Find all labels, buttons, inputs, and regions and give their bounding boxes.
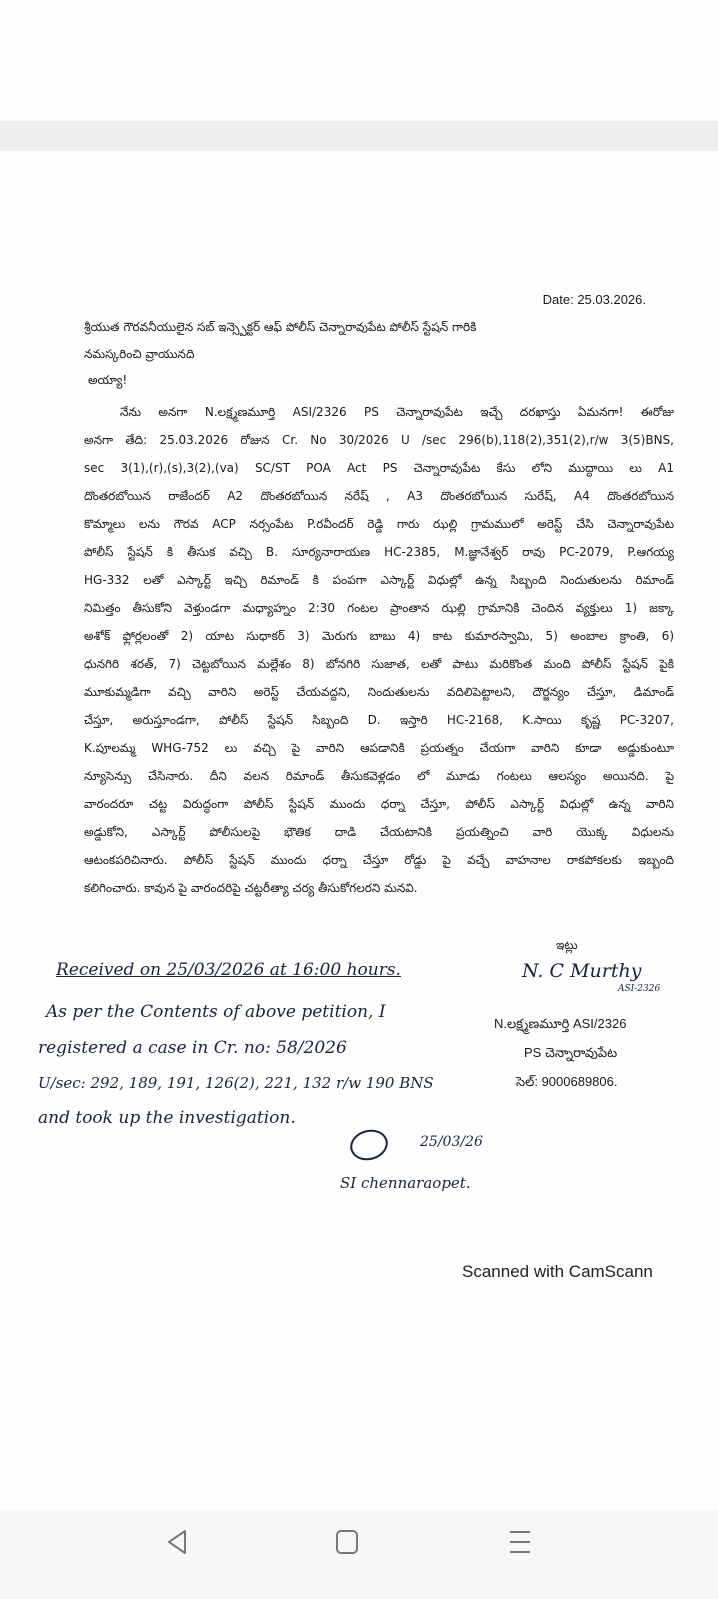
closing: ఇట్లు <box>556 938 578 952</box>
endorsement-line: and took up the investigation. <box>38 1108 296 1128</box>
body-line: చేస్తూ, అరుస్తూండగా, పోలీస్ స్టేషన్ సిబ్బంది D. ఇస్తారి HC-2168, K.సాయి కృష్ణ PC-3207, <box>84 713 674 727</box>
viewer-top-band <box>0 121 718 151</box>
endorsement-received: Received on 25/03/2026 at 16:00 hours. <box>56 960 401 980</box>
endorsement-line: As per the Contents of above petition, I <box>46 1002 386 1022</box>
body-line: నేను అనగా N.లక్ష్మణమూర్తి ASI/2326 PS చెన్నారావుపేట ఇచ్చే దరఖాస్తు ఏమనగా! ఈరోజు <box>120 405 674 419</box>
menu-lines-icon <box>508 1529 532 1555</box>
salutation-to: శ్రీయుత గౌరవనీయులైన సబ్ ఇన్స్పెక్టర్ ఆఫ్ పోలీస్ చెన్నారావుపేట పోలీస్ స్టేషన్ గారికి <box>84 320 477 334</box>
back-triangle-icon <box>166 1529 188 1555</box>
endorsement-date: 25/03/26 <box>420 1134 483 1150</box>
endorsement-line: U/sec: 292, 189, 191, 126(2), 221, 132 r/w 190 BNS <box>38 1074 434 1092</box>
endorsement-officer: SI chennaraopet. <box>340 1174 471 1192</box>
body-line: అనగా తేది: 25.03.2026 రోజున Cr. No 30/2026 U /sec 296(b),118(2),351(2),r/w 3(5)BNS, <box>84 433 674 447</box>
signature-rank: ASI-2326 <box>618 984 661 994</box>
body-line: HG-332 లతో ఎస్కార్ట్ ఇచ్చి రిమాండ్ కి పంపగా ఎస్కార్ట్ విధుల్లో ఉన్న సిబ్బంది నిందుతులను రిమాండ్ <box>84 573 674 587</box>
system-navigation-bar <box>0 1510 718 1599</box>
body-line: పోలీస్ స్టేషన్ కి తీసుక వచ్చి B. సూర్యనారాయణ HC-2385, M.జ్ఞానేశ్వర్ రావు PC-2079, P.ఆగయ్య <box>84 545 674 559</box>
body-line: ధునగిరి శరత్, 7) చెట్టబోయిన మల్లేశం 8) బోనగిరి సుజాత, లతో పాటు మరికొంత మంది పోలీస్ స్టేషన్ పైకి <box>84 657 674 671</box>
body-line: నిమిత్తం తీసుకోని వెళ్తుండగా మధ్యాహ్నం 2:30 గంటల ప్రాంతాన ఝల్లి గ్రామానికి చెందిన వ్యక్తులు 1) జక్కా <box>84 601 674 615</box>
body-line: అశోక్ ఫ్లోర్లలంతో 2) యాట సుధాకర్ 3) మెరుగు బాబు 4) కాట కుమారస్వామి, 5) అంబాల క్రాంతి, 6) <box>84 629 674 643</box>
petition-body <box>84 398 674 902</box>
body-line: ఆటంకపరిచినారు. పోలీస్ స్టేషన్ ముందు ధర్నా చేస్తూ రోడ్డు పై వచ్చే వాహనాల రాకపోకలకు ఇబ్బంది <box>84 853 674 867</box>
greeting: అయ్యా! <box>88 373 128 387</box>
recents-button[interactable] <box>500 1522 540 1562</box>
body-line: కలిగించారు. కావున పై వారందరిపై చట్టరీత్యా చర్య తీసుకోగలరని మనవి. <box>84 881 418 895</box>
signer-name: N.లక్ష్మణమూర్తి ASI/2326 <box>494 1016 627 1031</box>
body-line: K.పూలమ్మ WHG-752 లు వచ్చి పై వారిని ఆపడానికి ప్రయత్నం చేయగా వారిని కూడా అడ్డుకుంటూ <box>84 741 674 755</box>
body-line: దొంతరబోయిన రాజేందర్ A2 దొంతరబోయిన నరేష్ , A3 దొంతరబోయిన సురేష్, A4 దొంతరబోయిన <box>84 489 674 503</box>
body-line: వారందరూ చట్ట విరుద్ధంగా పోలీస్ స్టేషన్ ముందు ధర్నా చేస్తూ, పోలీస్ ఎస్కార్ట్ విధుల్లో ఉన్న వారిని <box>84 797 674 811</box>
home-square-icon <box>335 1529 359 1555</box>
endorsement-line: registered a case in Cr. no: 58/2026 <box>38 1038 347 1058</box>
salutation-line-2: నమస్కరించి వ్రాయునది <box>84 347 195 361</box>
handwritten-signature: N. C Murthy <box>522 960 642 982</box>
camscanner-watermark: Scanned with CamScann <box>462 1262 653 1281</box>
back-button[interactable] <box>157 1522 197 1562</box>
signer-station: PS చెన్నారావుపేట <box>524 1045 618 1060</box>
body-line: అడ్డుకోని, ఎస్కార్ట్ పోలీసులపై భౌతిక దాడి చేయటానికి ప్రయత్నించి వారి యొక్క విధులను <box>84 825 674 839</box>
home-button[interactable] <box>327 1522 367 1562</box>
document-date: Date: 25.03.2026. <box>542 292 646 307</box>
body-line: మూకుమ్మడిగా వచ్చి వారిని అరెస్ట్ చేయవద్దని, నిందుతులను వదిలిపెట్టాలని, దౌర్జన్యం చేస్తూ, డిమాండ్ <box>84 685 674 699</box>
body-line: న్యూసెన్సు చేసినారు. దీని వలన రిమాండ్ తీసుకవెళ్లడం లో మూడు గంటలు ఆలస్యం అయినది. పై <box>84 769 674 783</box>
body-line: sec 3(1),(r),(s),3(2),(va) SC/ST POA Act PS చెన్నారావుపేట కేసు లోని ముద్దాయి లు A1 <box>84 461 674 475</box>
signer-phone: సెల్: 9000689806. <box>516 1074 618 1089</box>
body-line: కొమ్మాలు లను గౌరవ ACP నర్సంపేట P.రవీందర్ రెడ్డి గారు ఝల్లి గ్రామములో అరెస్ట్ చేసి చెన్నారావుపేట <box>84 517 674 531</box>
